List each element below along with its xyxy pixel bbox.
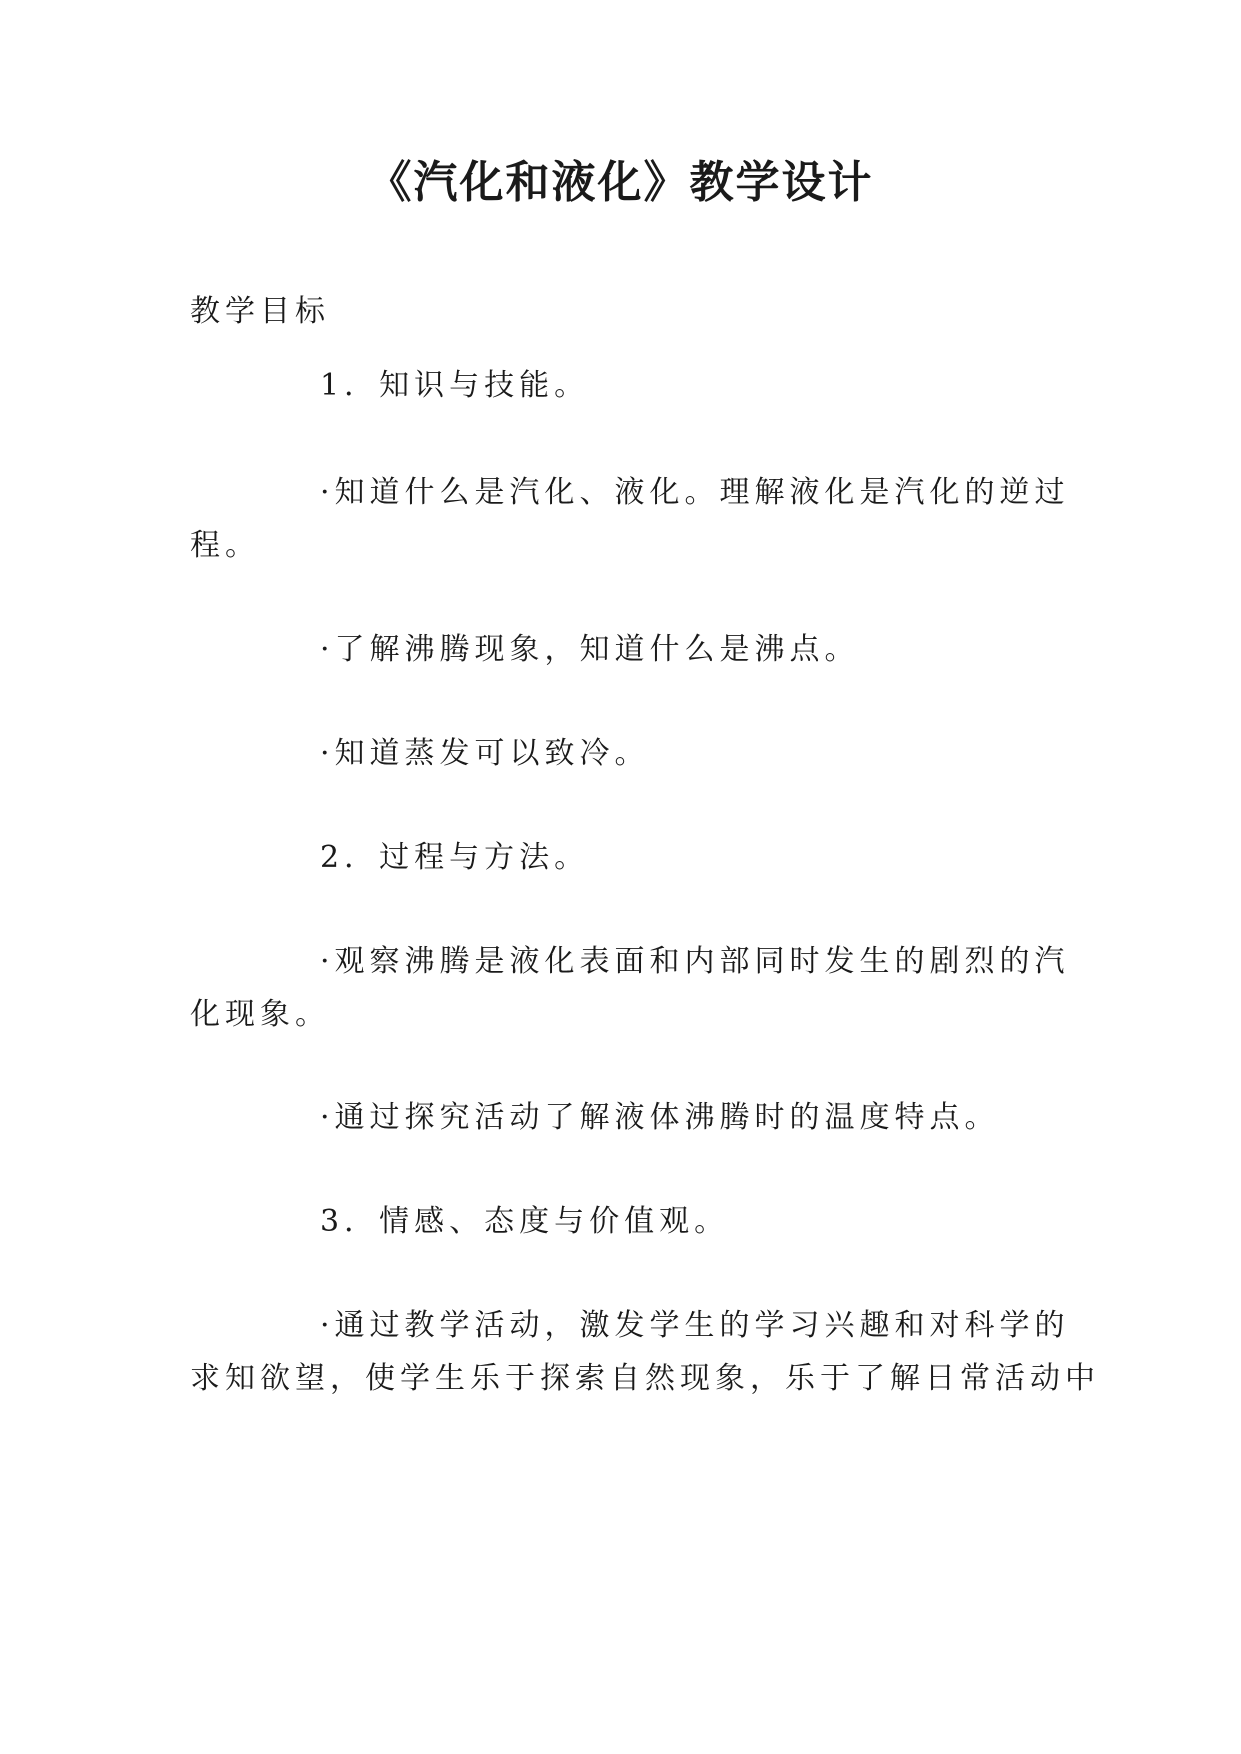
- objective-1-heading: 1．知识与技能。: [320, 368, 590, 403]
- document-title: 《汽化和液化》教学设计: [367, 157, 874, 208]
- objective-3-heading: 3．情感、态度与价值观。: [320, 1204, 730, 1239]
- bullet-text: ·通过教学活动，激发学生的学习兴趣和对科学的: [320, 1308, 1070, 1343]
- bullet-text-continuation: 化现象。: [190, 997, 330, 1032]
- bullet-text: ·知道蒸发可以致冷。: [320, 736, 650, 771]
- bullet-text: ·知道什么是汽化、液化。理解液化是汽化的逆过: [320, 475, 1070, 510]
- bullet-text-continuation: 程。: [190, 528, 260, 563]
- bullet-text: ·了解沸腾现象，知道什么是沸点。: [320, 632, 860, 667]
- bullet-text: ·观察沸腾是液化表面和内部同时发生的剧烈的汽: [320, 944, 1070, 979]
- bullet-text-continuation: 求知欲望，使学生乐于探索自然现象，乐于了解日常活动中: [190, 1361, 1100, 1396]
- objective-2-heading: 2．过程与方法。: [320, 840, 590, 875]
- section-heading-objectives: 教学目标: [190, 294, 330, 329]
- bullet-text: ·通过探究活动了解液体沸腾时的温度特点。: [320, 1100, 1000, 1135]
